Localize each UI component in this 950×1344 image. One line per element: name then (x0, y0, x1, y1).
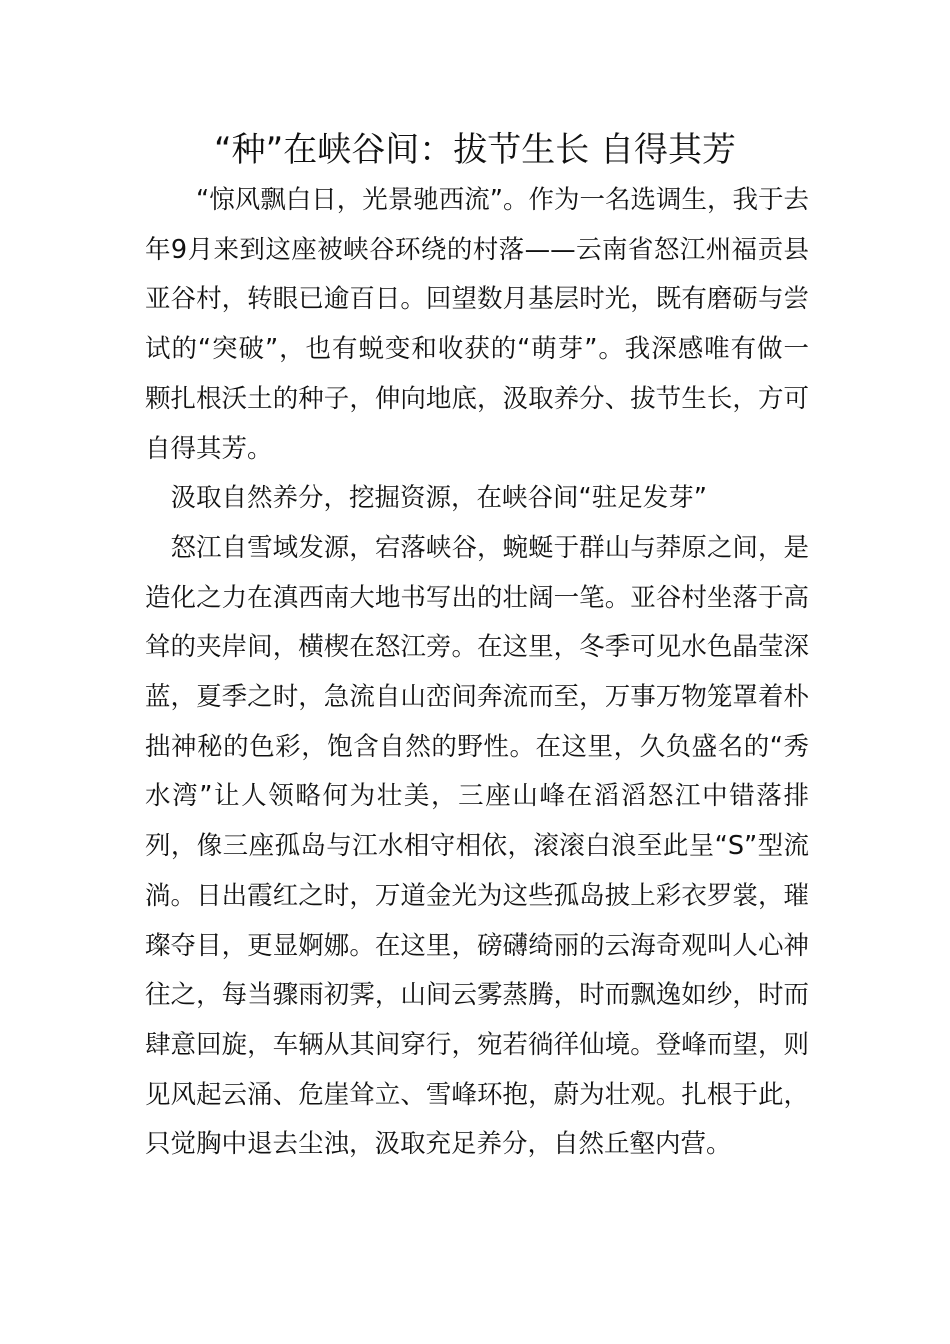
document-body (145, 176, 809, 1170)
paragraph-intro: “惊风飘白日，光景驰西流”。作为一名选调生，我于去年9月来到这座被峡谷环绕的村落——云南省怒江州福贡县亚谷村，转眼已逾百日。回望数月基层时光，既有磨砺与尝试的“突破”，也有蜕变和收获的“萌芽”。我深感唯有做一颗扎根沃土的种子，伸向地底，汲取养分、拔节生长，方可自得其芳。 (145, 185, 809, 464)
section-heading: 汲取自然养分，挖掘资源，在峡谷间“驻足发芽” (170, 483, 707, 514)
paragraph-nature: 怒江自雪域发源，宕落峡谷，蜿蜒于群山与莽原之间，是造化之力在滇西南大地书写出的壮阔一笔。亚谷村坐落于高耸的夹岸间，横楔在怒江旁。在这里，冬季可见水色晶莹深蓝，夏季之时，急流自山峦间奔流而至，万事万物笼罩着朴拙神秘的色彩，饱含自然的野性。在这里，久负盛名的“秀水湾”让人领略何为壮美，三座山峰在滔滔怒江中错落排列，像三座孤岛与江水相守相依，滚滚白浪至此呈“S”型流淌。日出霞红之时，万道金光为这些孤岛披上彩衣罗裳，璀璨夺目，更显婀娜。在这里，磅礴绮丽的云海奇观叫人心神往之，每当骤雨初霁，山间云雾蒸腾，时而飘逸如纱，时而肆意回旋，车辆从其间穿行，宛若徜徉仙境。登峰而望，则见风起云涌、危崖耸立、雪峰环抱，蔚为壮观。扎根于此，只觉胸中退去尘浊，汲取充足养分，自然丘壑内营。 (145, 532, 809, 1160)
document-title: “种”在峡谷间：拔节生长 自得其芳 (213, 130, 737, 170)
